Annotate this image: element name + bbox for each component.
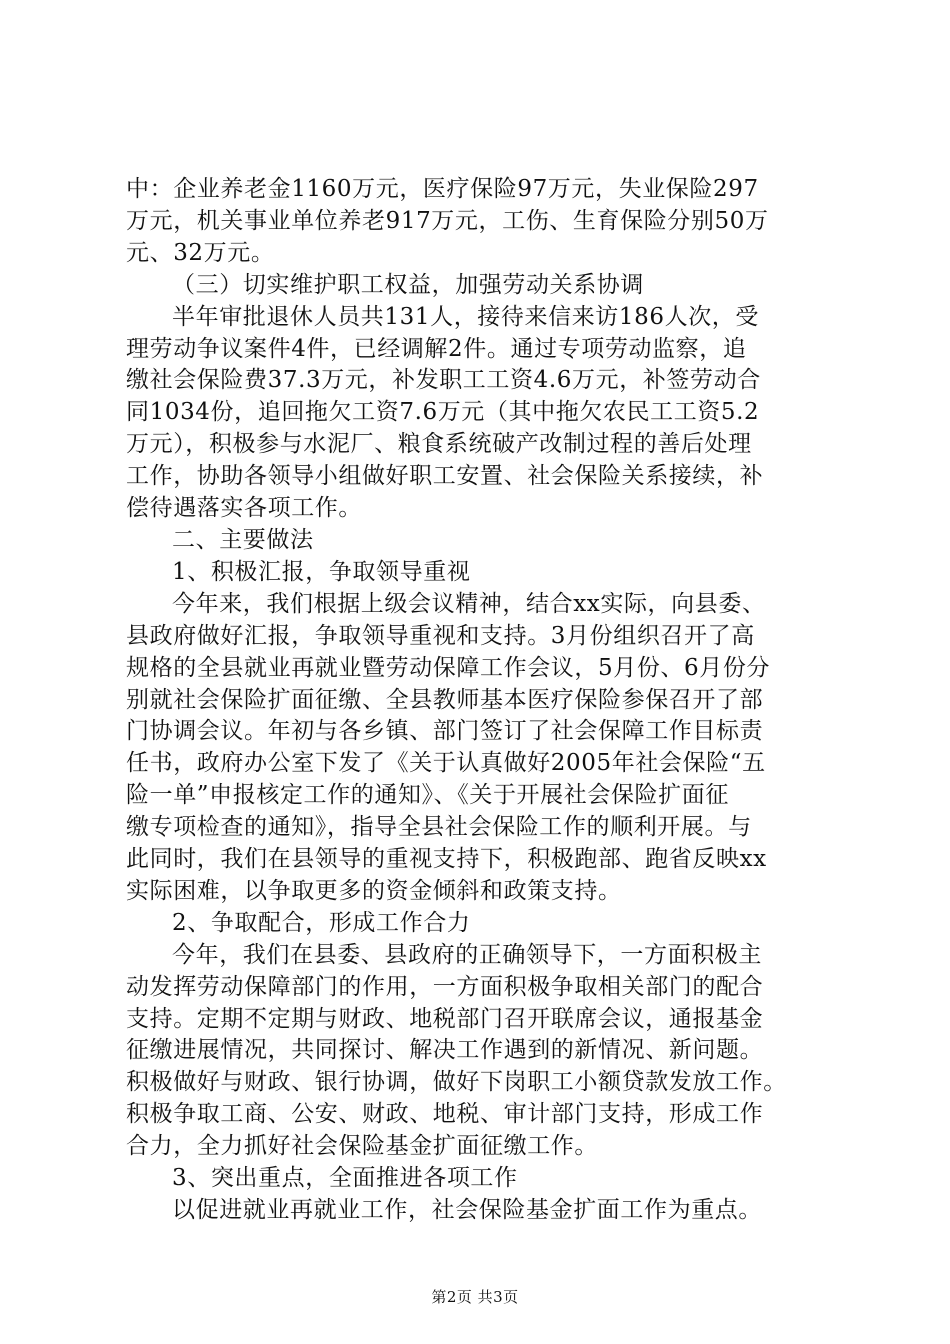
text-line: 规格的全县就业再就业暨劳动保障工作会议，5月份、6月份分: [126, 654, 771, 681]
text-line: 征缴进展情况，共同探讨、解决工作遇到的新情况、新问题。: [126, 1037, 764, 1064]
text-line: 缴专项检查的通知》，指导全县社会保险工作的顺利开展。与: [126, 814, 752, 841]
text-line: 工作，协助各领导小组做好职工安置、社会保险关系接续，补: [126, 463, 764, 490]
subsection-heading: 1、积极汇报，争取领导重视: [172, 558, 471, 585]
text-line: 元、32万元。: [126, 239, 275, 266]
subsection-heading: 2、争取配合，形成工作合力: [172, 909, 471, 936]
text-line: 中：企业养老金1160万元，医疗保险97万元，失业保险297: [126, 176, 759, 202]
section-heading: （三）切实维护职工权益，加强劳动关系协调: [172, 271, 644, 298]
text-line: 积极做好与财政、银行协调，做好下岗职工小额贷款发放工作。: [126, 1069, 787, 1096]
text-line: 万元，机关事业单位养老917万元，工伤、生育保险分别50万: [126, 207, 769, 234]
text-line: 此同时，我们在县领导的重视支持下，积极跑部、跑省反映xx: [126, 846, 767, 873]
text-line: 实际困难，以争取更多的资金倾斜和政策支持。: [126, 877, 622, 904]
text-line: 支持。定期不定期与财政、地税部门召开联席会议，通报基金: [126, 1005, 764, 1032]
text-line: 半年审批退休人员共131人，接待来信来访186人次，受: [172, 303, 759, 330]
text-line: 缴社会保险费37.3万元，补发职工工资4.6万元，补签劳动合: [126, 367, 761, 394]
text-line: 同1034份，追回拖欠工资7.6万元（其中拖欠农民工工资5.2: [126, 399, 760, 426]
section-heading: 二、主要做法: [172, 526, 314, 553]
text-line: 万元），积极参与水泥厂、粮食系统破产改制过程的善后处理: [126, 431, 752, 458]
page-number: 第2页 共3页: [431, 1288, 519, 1306]
text-line: 门协调会议。年初与各乡镇、部门签订了社会保障工作目标责: [126, 718, 764, 745]
text-line: 险一单”申报核定工作的通知》、《关于开展社会保险扩面征: [126, 782, 729, 809]
text-line: 今年来，我们根据上级会议精神，结合xx实际，向县委、: [172, 590, 766, 617]
text-line: 县政府做好汇报，争取领导重视和支持。3月份组织召开了高: [126, 622, 755, 649]
page-footer: [0, 1286, 950, 1307]
text-line: 别就社会保险扩面征缴、全县教师基本医疗保险参保召开了部: [126, 686, 764, 713]
text-line: 偿待遇落实各项工作。: [126, 495, 362, 522]
text-line: 以促进就业再就业工作，社会保险基金扩面工作为重点。: [172, 1197, 762, 1223]
text-line: 今年，我们在县委、县政府的正确领导下，一方面积极主: [172, 941, 762, 968]
text-line: 动发挥劳动保障部门的作用，一方面积极争取相关部门的配合: [126, 973, 764, 1000]
subsection-heading: 3、突出重点，全面推进各项工作: [172, 1165, 518, 1192]
body-text: [126, 174, 846, 1227]
text-line: 理劳动争议案件4件，已经调解2件。通过专项劳动监察，追: [126, 335, 747, 362]
text-line: 任书，政府办公室下发了《关于认真做好2005年社会保险“五: [126, 750, 766, 777]
text-line: 积极争取工商、公安、财政、地税、审计部门支持，形成工作: [126, 1101, 764, 1128]
text-line: 合力，全力抓好社会保险基金扩面征缴工作。: [126, 1133, 598, 1160]
